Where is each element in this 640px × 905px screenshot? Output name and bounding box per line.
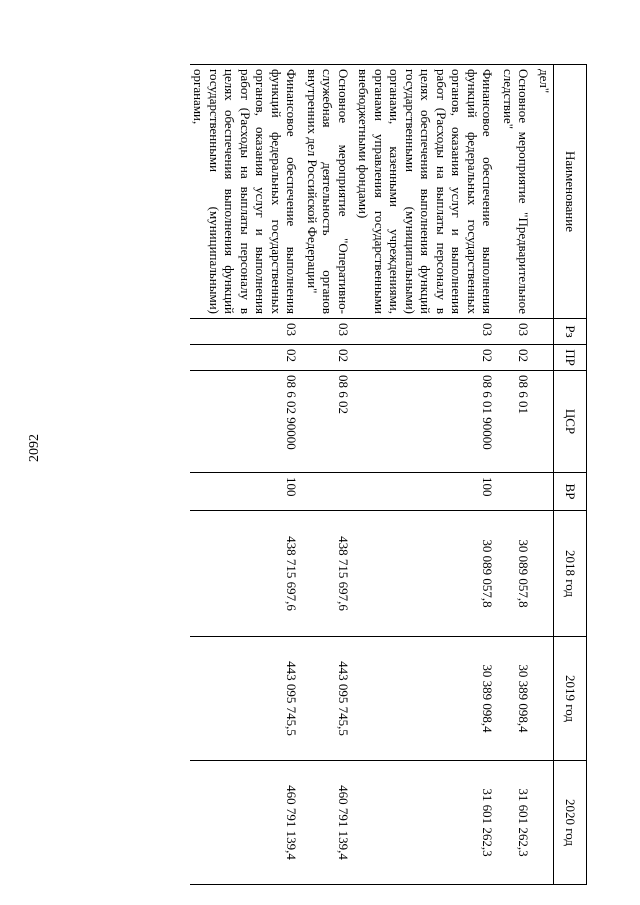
table-row (536, 65, 554, 885)
row-pr: 02 (304, 345, 356, 371)
row-2018: 30 089 057,8 (355, 511, 500, 637)
row-csr (536, 371, 554, 473)
row-2019: 443 095 745,5 (190, 637, 304, 761)
page-number: 2092 (27, 434, 42, 462)
row-vr (536, 473, 554, 511)
header-2018: 2018 год (554, 511, 587, 637)
row-name: Финансовое обеспечение выполнения функций федеральных государственных органов, оказания услуг и выполнения работ (Расходы на выплаты персоналу в целях обеспечения выполнения функций государственными (муниципальными) органами, (190, 65, 304, 319)
row-2019: 443 095 745,5 (304, 637, 356, 761)
header-csr: ЦСР (554, 371, 587, 473)
row-2020: 460 791 139,4 (190, 761, 304, 885)
row-vr (304, 473, 356, 511)
row-vr: 100 (190, 473, 304, 511)
row-name: Основное мероприятие "Оперативно-служебная деятельность органов внутренних дел Российской Федерации" (304, 65, 356, 319)
row-2020: 31 601 262,3 (355, 761, 500, 885)
budget-table (190, 64, 587, 885)
header-rz: Рз (554, 319, 587, 345)
row-csr: 08 6 01 90000 (355, 371, 500, 473)
header-name: Наименование (554, 65, 587, 319)
row-2018 (536, 511, 554, 637)
table-header-row (554, 65, 587, 885)
header-2020: 2020 год (554, 761, 587, 885)
header-pr: ПР (554, 345, 587, 371)
row-csr: 08 6 02 (304, 371, 356, 473)
row-rz: 03 (500, 319, 536, 345)
row-rz: 03 (304, 319, 356, 345)
table-row (500, 65, 536, 885)
row-2020: 460 791 139,4 (304, 761, 356, 885)
row-name: дел" (536, 65, 554, 319)
row-pr: 02 (355, 345, 500, 371)
row-2018: 438 715 697,6 (304, 511, 356, 637)
row-pr: 02 (500, 345, 536, 371)
row-vr (500, 473, 536, 511)
row-2019 (536, 637, 554, 761)
table-row (355, 65, 500, 885)
table-row (304, 65, 356, 885)
row-2020 (536, 761, 554, 885)
row-name: Основное мероприятие "Предварительное следствие" (500, 65, 536, 319)
header-vr: ВР (554, 473, 587, 511)
row-rz: 03 (355, 319, 500, 345)
row-2018: 30 089 057,8 (500, 511, 536, 637)
row-rz (536, 319, 554, 345)
row-2019: 30 389 098,4 (500, 637, 536, 761)
row-pr: 02 (190, 345, 304, 371)
row-name: Финансовое обеспечение выполнения функций федеральных государственных органов, оказания услуг и выполнения работ (Расходы на выплаты персоналу в целях обеспечения выполнения функций государственными (муниципальными) органами, казенными учреждениями, органами управления государственными внебюджетными фондами) (355, 65, 500, 319)
row-2020: 31 601 262,3 (500, 761, 536, 885)
row-csr: 08 6 01 (500, 371, 536, 473)
row-2019: 30 389 098,4 (355, 637, 500, 761)
row-rz: 03 (190, 319, 304, 345)
rotated-table-container (55, 64, 587, 884)
header-2019: 2019 год (554, 637, 587, 761)
table-row (190, 65, 304, 885)
row-2018: 438 715 697,6 (190, 511, 304, 637)
row-pr (536, 345, 554, 371)
row-vr: 100 (355, 473, 500, 511)
row-csr: 08 6 02 90000 (190, 371, 304, 473)
